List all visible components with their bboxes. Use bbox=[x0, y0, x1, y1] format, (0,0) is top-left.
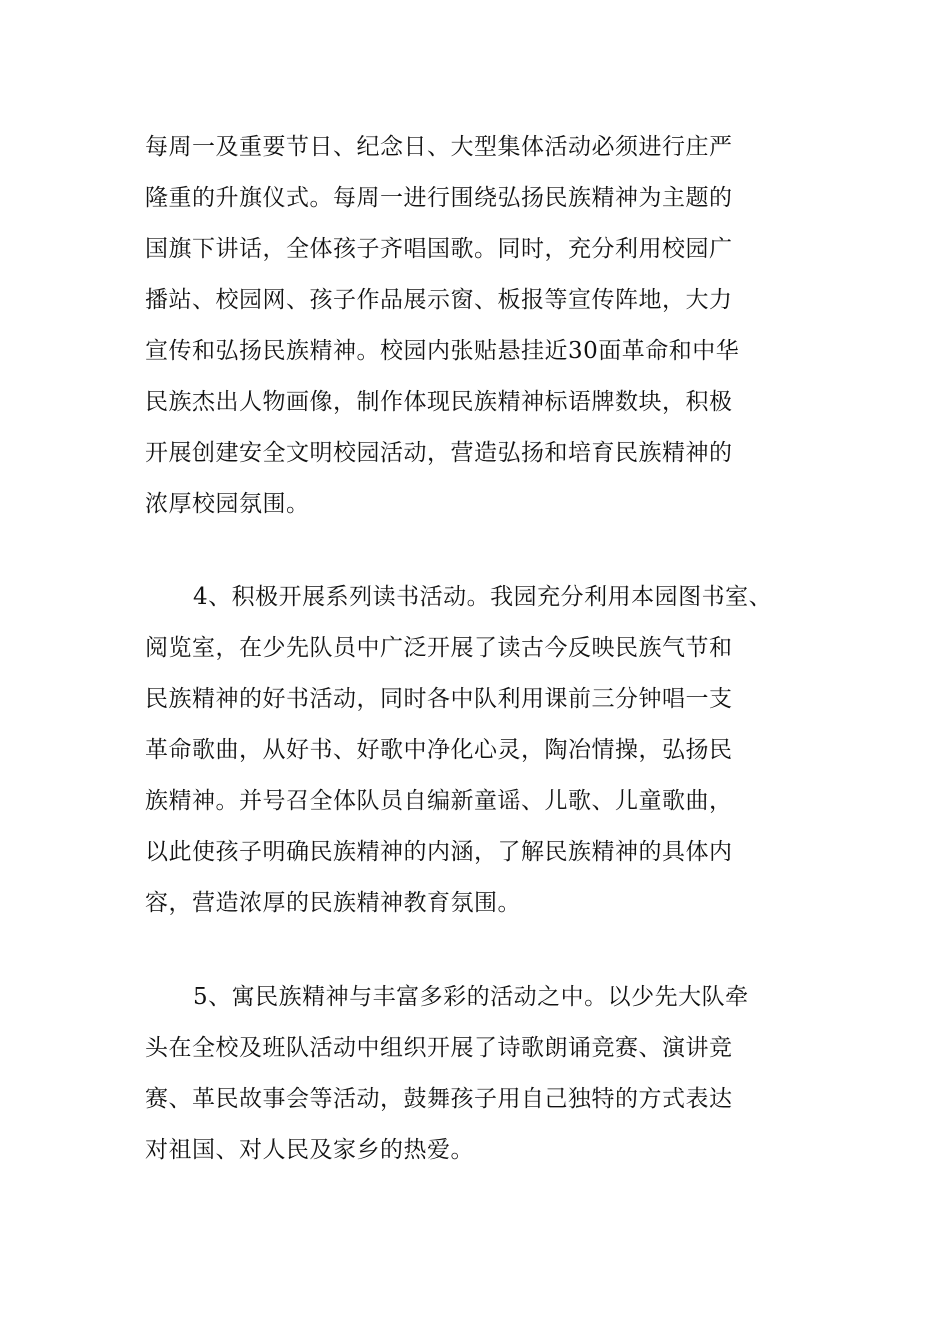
paragraph-reading-activities bbox=[145, 572, 825, 929]
text-line: 国旗下讲话，全体孩子齐唱国歌。同时，充分利用校园广 bbox=[145, 236, 733, 262]
text-line: 阅览室，在少先队员中广泛开展了读古今反映民族气节和 bbox=[145, 635, 733, 661]
text-line: 浓厚校园氛围。 bbox=[145, 491, 310, 517]
text-line: 开展创建安全文明校园活动，营造弘扬和培育民族精神的 bbox=[145, 440, 733, 466]
text-line: 民族杰出人物画像，制作体现民族精神标语牌数块，积极 bbox=[145, 389, 733, 415]
text-line: 族精神。并号召全体队员自编新童谣、儿歌、儿童歌曲， bbox=[145, 788, 733, 814]
paragraph-colorful-activities bbox=[145, 972, 825, 1176]
text-line: 宣传和弘扬民族精神。校园内张贴悬挂近30面革命和中华 bbox=[145, 338, 740, 364]
text-line: 隆重的升旗仪式。每周一进行围绕弘扬民族精神为主题的 bbox=[145, 185, 733, 211]
text-line: 5、寓民族精神与丰富多彩的活动之中。以少先大队牵 bbox=[193, 984, 749, 1010]
text-line: 对祖国、对人民及家乡的热爱。 bbox=[145, 1137, 474, 1163]
text-line: 民族精神的好书活动，同时各中队利用课前三分钟唱一支 bbox=[145, 686, 733, 712]
text-line: 每周一及重要节日、纪念日、大型集体活动必须进行庄严 bbox=[145, 134, 733, 160]
text-line: 头在全校及班队活动中组织开展了诗歌朗诵竞赛、演讲竞 bbox=[145, 1035, 733, 1061]
text-line: 革命歌曲，从好书、好歌中净化心灵，陶冶情操，弘扬民 bbox=[145, 737, 733, 763]
text-line: 播站、校园网、孩子作品展示窗、板报等宣传阵地，大力 bbox=[145, 287, 733, 313]
text-line: 以此使孩子明确民族精神的内涵，了解民族精神的具体内 bbox=[145, 839, 733, 865]
text-line: 4、积极开展系列读书活动。我园充分利用本园图书室、 bbox=[193, 584, 773, 610]
paragraph-flag-ceremony bbox=[145, 122, 825, 530]
text-line: 容，营造浓厚的民族精神教育氛围。 bbox=[145, 890, 521, 916]
text-line: 赛、革民故事会等活动，鼓舞孩子用自己独特的方式表达 bbox=[145, 1086, 733, 1112]
